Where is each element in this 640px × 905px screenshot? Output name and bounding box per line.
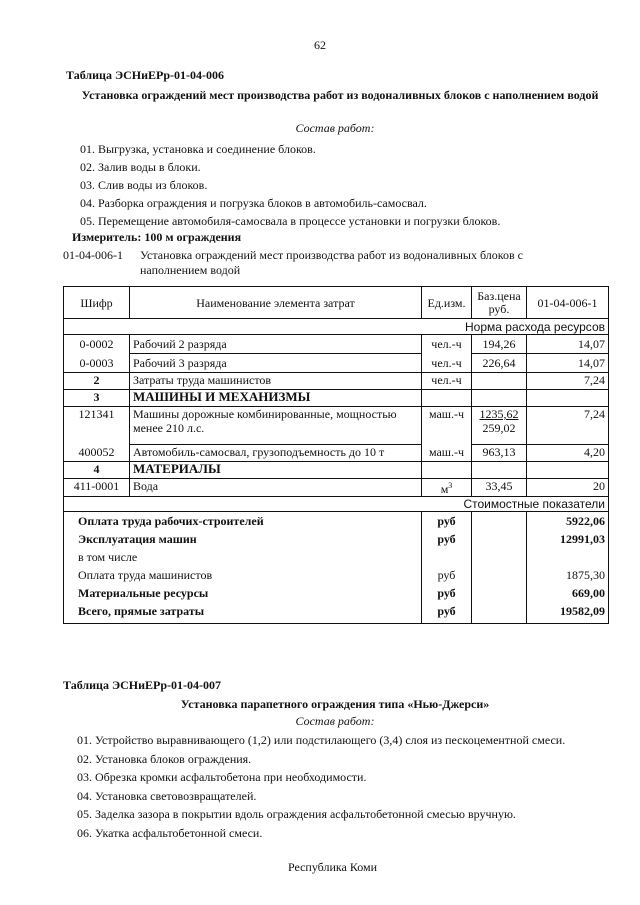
- cell-name: Рабочий 2 разряда: [130, 335, 422, 354]
- step-item: 04. Установка световозвращателей.: [77, 788, 257, 803]
- summary-name: Оплата труда рабочих-строителей: [64, 512, 422, 532]
- summary-name: в том числе: [64, 550, 422, 568]
- summary-row: [64, 568, 609, 586]
- cell-value: 7,24: [527, 407, 609, 445]
- cell-price: 226,64: [472, 354, 527, 373]
- section-row: [64, 462, 609, 479]
- summary-unit: руб: [422, 512, 472, 532]
- header-cipher: Шифр: [64, 287, 130, 319]
- step-item: 04. Разборка ограждения и погрузка блоков в автомобиль-самосвал.: [80, 196, 427, 210]
- unit-text: м: [440, 482, 449, 496]
- summary-value: 12991,03: [527, 532, 609, 550]
- cell-unit: чел.-ч: [422, 335, 472, 354]
- cell-unit: чел.-ч: [422, 373, 472, 390]
- footer: Республика Коми: [287, 860, 378, 874]
- step-item: 02. Установка блоков ограждения.: [77, 751, 252, 766]
- table1-steps: [80, 140, 500, 230]
- cell-value: 14,07: [527, 335, 609, 354]
- table1-composition-label: Состав работ:: [295, 121, 375, 135]
- summary-value: 669,00: [527, 586, 609, 604]
- table1-code-desc: Установка ограждений мест производства работ из водоналивных блоков с наполнением водой: [140, 248, 523, 277]
- summary-row: [64, 512, 609, 532]
- cell-cipher: 121341: [64, 407, 130, 445]
- summary-value: 1875,30: [527, 568, 609, 586]
- cell-price: [472, 407, 527, 445]
- page-number: 62: [314, 38, 326, 52]
- cell-unit: [422, 479, 472, 497]
- cell-value: 7,24: [527, 373, 609, 390]
- summary-name: Эксплуатация машин: [64, 532, 422, 550]
- summary-row: [64, 586, 609, 604]
- table2-title: Установка парапетного ограждения типа «Нью-Джерси»: [180, 697, 490, 711]
- summary-row: [64, 604, 609, 624]
- cell-price: 963,13: [472, 445, 527, 462]
- step-item: 02. Залив воды в блоки.: [80, 160, 201, 174]
- table2-composition-label: Состав работ:: [295, 714, 375, 728]
- cell-price: 194,26: [472, 335, 527, 354]
- table-row: [64, 445, 609, 462]
- unit-sup: 3: [448, 481, 453, 490]
- cell-cipher: 3: [64, 390, 130, 407]
- summary-name: Всего, прямые затраты: [64, 604, 422, 624]
- step-item: 03. Обрезка кромки асфальтобетона при необходимости.: [77, 770, 367, 784]
- norm-label: Норма расхода ресурсов: [64, 319, 609, 335]
- section-title: МАШИНЫ И МЕХАНИЗМЫ: [130, 390, 422, 407]
- summary-unit: руб: [422, 532, 472, 550]
- summary-row: [64, 550, 609, 568]
- summary-unit: руб: [422, 586, 472, 604]
- table1-heading: Таблица ЭСНиЕРр-01-04-006: [66, 68, 225, 82]
- summary-name: Материальные ресурсы: [64, 586, 422, 604]
- step-item: 01. Выгрузка, установка и соединение блоков.: [80, 142, 316, 156]
- table2-heading: Таблица ЭСНиЕРр-01-04-007: [63, 678, 222, 692]
- summary-value: 19582,09: [527, 604, 609, 624]
- step-item: 06. Укатка асфальтобетонной смеси.: [77, 825, 263, 840]
- summary-value: 5922,06: [527, 512, 609, 532]
- cell-cipher: 4: [64, 462, 130, 479]
- cell-value: 14,07: [527, 354, 609, 373]
- cell-cipher: 2: [64, 373, 130, 390]
- table2-steps: [77, 731, 565, 842]
- cell-unit: маш.-ч: [422, 445, 472, 462]
- table1-title: Установка ограждений мест производства работ из водоналивных блоков с наполнением водой: [81, 88, 599, 102]
- cell-price: [472, 373, 527, 390]
- cell-unit: маш.-ч: [422, 407, 472, 445]
- cell-cipher: 0-0002: [64, 335, 130, 354]
- step-item: 01. Устройство выравнивающего (1,2) или подстилающего (3,4) слоя из пескоцементной смеси.: [77, 733, 566, 747]
- table-row: [64, 407, 609, 445]
- table-row: [64, 335, 609, 354]
- summary-unit: руб: [422, 568, 472, 586]
- cell-name: Вода: [130, 479, 422, 497]
- step-item: 03. Слив воды из блоков.: [80, 178, 208, 192]
- cell-name: Затраты труда машинистов: [130, 373, 422, 390]
- section-row: [64, 390, 609, 407]
- summary-row: [64, 532, 609, 550]
- cell-price: 33,45: [472, 479, 527, 497]
- cell-value: 4,20: [527, 445, 609, 462]
- cell-name: Рабочий 3 разряда: [130, 354, 422, 373]
- table-row: [64, 354, 609, 373]
- section-title: МАТЕРИАЛЫ: [130, 462, 422, 479]
- summary-unit: руб: [422, 604, 472, 624]
- table1-meter: Измеритель: 100 м ограждения: [72, 230, 242, 244]
- cell-cipher: 0-0003: [64, 354, 130, 373]
- table-row: [64, 479, 609, 497]
- cell-value: 20: [527, 479, 609, 497]
- header-unit: Ед.изм.: [422, 287, 472, 319]
- cell-cipher: 411-0001: [64, 479, 130, 497]
- summary-name: Оплата труда машинистов: [64, 568, 422, 586]
- table-row: [64, 373, 609, 390]
- price-line-1: 1235,62: [479, 407, 519, 421]
- cell-unit: чел.-ч: [422, 354, 472, 373]
- table1-code: 01-04-006-1: [63, 248, 123, 262]
- header-name: Наименование элемента затрат: [130, 287, 422, 319]
- price-line-2: 259,02: [482, 421, 516, 435]
- header-base-price: Баз.цена руб.: [472, 287, 527, 319]
- cell-cipher: 400052: [64, 445, 130, 462]
- step-item: 05. Заделка зазора в покрытии вдоль ограждения асфальтобетонной смесью вручную.: [77, 807, 516, 821]
- header-col: 01-04-006-1: [527, 287, 609, 319]
- cell-name: Автомобиль-самосвал, грузоподъемность до 10 т: [130, 445, 422, 462]
- cell-name: Машины дорожные комбинированные, мощностью менее 210 л.с.: [130, 407, 422, 445]
- table-header-row: [64, 287, 609, 319]
- cost-label: Стоимостные показатели: [64, 497, 609, 512]
- step-item: 05. Перемещение автомобиля-самосвала в процессе установки и погрузки блоков.: [80, 214, 501, 228]
- resource-table: [63, 286, 609, 624]
